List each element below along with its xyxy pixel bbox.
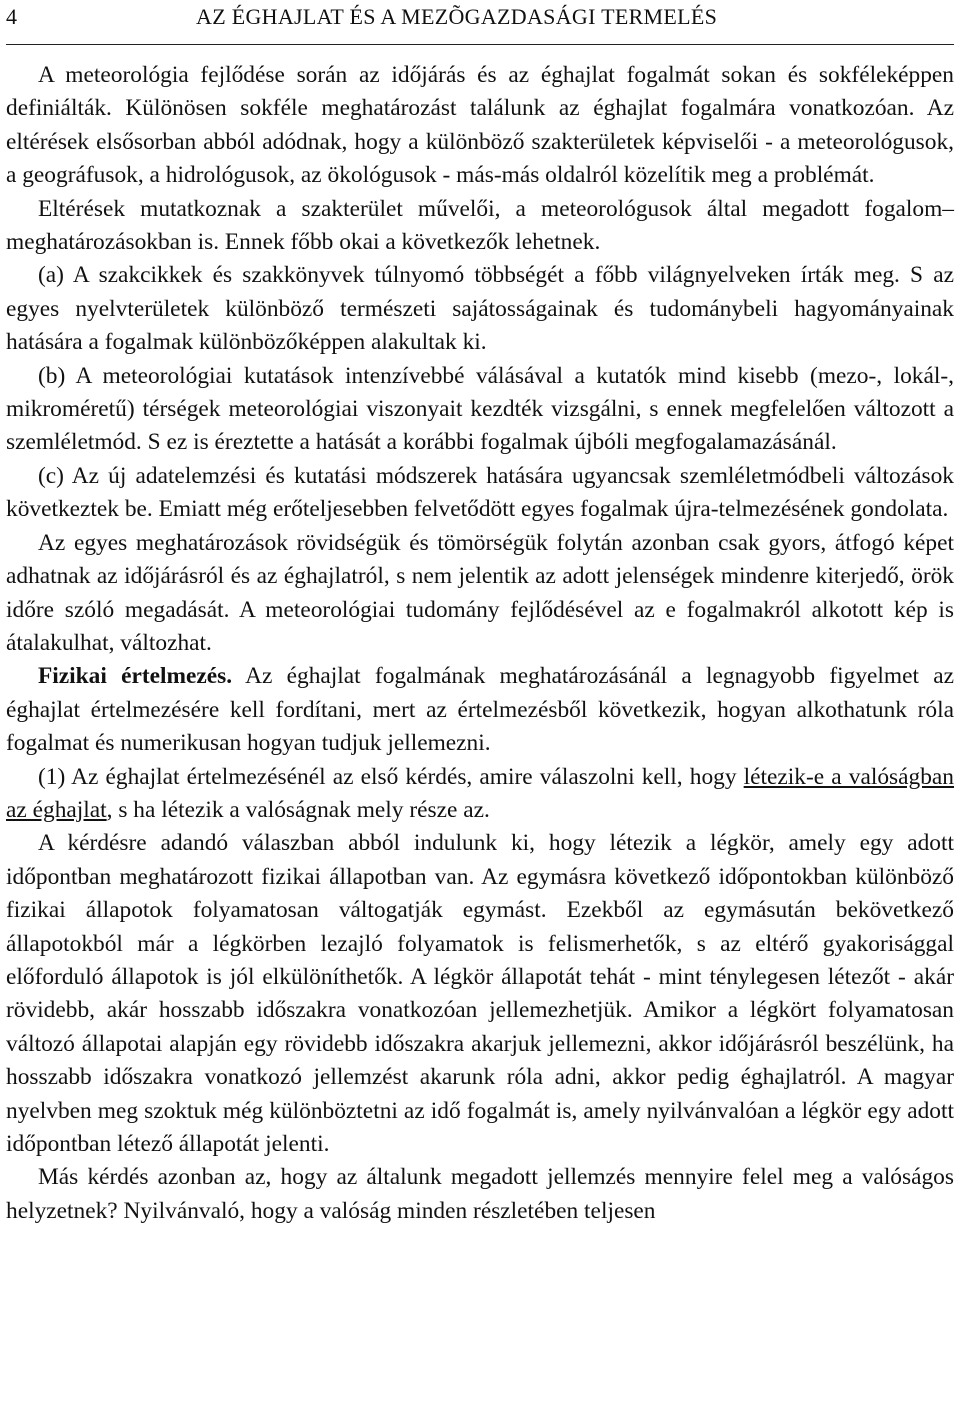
header-divider: [6, 44, 954, 45]
underlined-phrase: létezik-e a valóságban az éghajlat: [6, 763, 955, 823]
body-text: [6, 59, 954, 1228]
paragraph: (a) A szakcikkek és szakkönyvek túlnyomó többségét a főbb világnyelveken írták meg. S az egyes nyelvterületek különböző természeti sajátosságainak és tudománybeli hagyományainak hatására a fogalmak különbözőképpen alakultak ki.: [6, 262, 954, 356]
running-title: AZ ÉGHAJLAT ÉS A MEZÕGAZDASÁGI TERMELÉS: [196, 4, 718, 29]
paragraph: Eltérések mutatkoznak a szakterület művelői, a meteorológusok által megadott fogalom–meghatározásokban is. Ennek főbb okai a következők lehetnek.: [6, 195, 954, 256]
paragraph-text: , s ha létezik a valóságnak mely része az.: [106, 796, 490, 823]
paragraph: A meteorológia fejlődése során az időjárás és az éghajlat fogalmát sokan és sokféleképpen definiálták. Különösen sokféle meghatározást találunk az éghajlat fogalmára vonatkozóan. Az eltérések elsősorban abból adódnak, hogy a különböző szakterületek képviselői - a meteorológusok, a geográfusok, a hidrológusok, az ökológusok - más-más oldalról közelítik meg a problémát.: [6, 62, 954, 189]
paragraph: (c) Az új adatelemzési és kutatási módszerek hatására ugyancsak szemléletmódbeli változások következtek be. Emiatt még erőteljesebben felvetődött egyes fogalmak újra-telmezésének gondolata.: [6, 462, 954, 523]
page-header: [6, 2, 954, 34]
paragraph: (b) A meteorológiai kutatások intenzívebbé válásával a kutatók mind kisebb (mezo-, lokál-, mikroméretű) térségek meteorológiai viszonyait kezdték vizsgálni, s ennek megfelelően változott a szemléletmód. S ez is éreztette a hatását a korábbi fogalmak újbóli megfogalamazásánál.: [6, 362, 954, 456]
paragraph-physical-interpretation: [6, 660, 954, 760]
paragraph-question-1: [6, 761, 954, 828]
paragraph: A kérdésre adandó válaszban abból indulunk ki, hogy létezik a légkör, amely egy adott időpontban meghatározott fizikai állapotban van. Az egymásra következő időpontokban különböző fizikai állapotok folyamatosan váltogatják egymást. Ezekből az egymásután bekövetkező állapotokból már a légkörben lezajló folyamatok is felismerhetők, s az eltérő gyakorisággal előforduló állapotok is jól elkülöníthetők. A légkör állapotát tehát - mint ténylegesen létezőt - akár rövidebb, akár hosszabb időszakra vonatkozóan jellemezhetjük. Amikor a légkört folyamatosan változó állapotai alapján egy rövidebb időszakra akarjuk jellemezni, akkor időjárásról beszélünk, ha hosszabb időszakra vonatkozó jellemzést akarunk róla adni, akkor pedig éghajlatról. A magyar nyelvben meg szoktuk még különböztetni az idő fogalmát is, amely nyilvánvalóan a légkör egy adott időpontban létező állapotát jelenti.: [6, 830, 954, 1157]
paragraph: Más kérdés azonban az, hogy az általunk megadott jellemzés mennyire felel meg a valóságos helyzetnek? Nyilvánvaló, hogy a valóság minden részletében teljesen: [6, 1164, 954, 1224]
paragraph-text: (1) Az éghajlat értelmezésénél az első kérdés, amire válaszolni kell, hogy: [38, 763, 744, 790]
page-number: 4: [6, 4, 17, 29]
section-heading: Fizikai értelmezés.: [38, 663, 233, 690]
paragraph-text: Az éghajlat fogalmának meghatározásánál a legnagyobb figyelmet az éghajlat értelmezésére kell fordítani, mert az értelmezésből következik, hogyan alkothatunk róla fogalmat és numerikusan hogyan tudjuk jellemezni.: [6, 663, 955, 757]
paragraph: Az egyes meghatározások rövidségük és tömörségük folytán azonban csak gyors, átfogó képet adhatnak az időjárásról és az éghajlatról, s nem jelentik az adott jelenségek mindenre kiterjedő, örök időre szóló megadását. A meteorológiai tudomány fejlődésével az e fogalmakról alkotott kép is átalakulhat, változhat.: [6, 529, 954, 656]
